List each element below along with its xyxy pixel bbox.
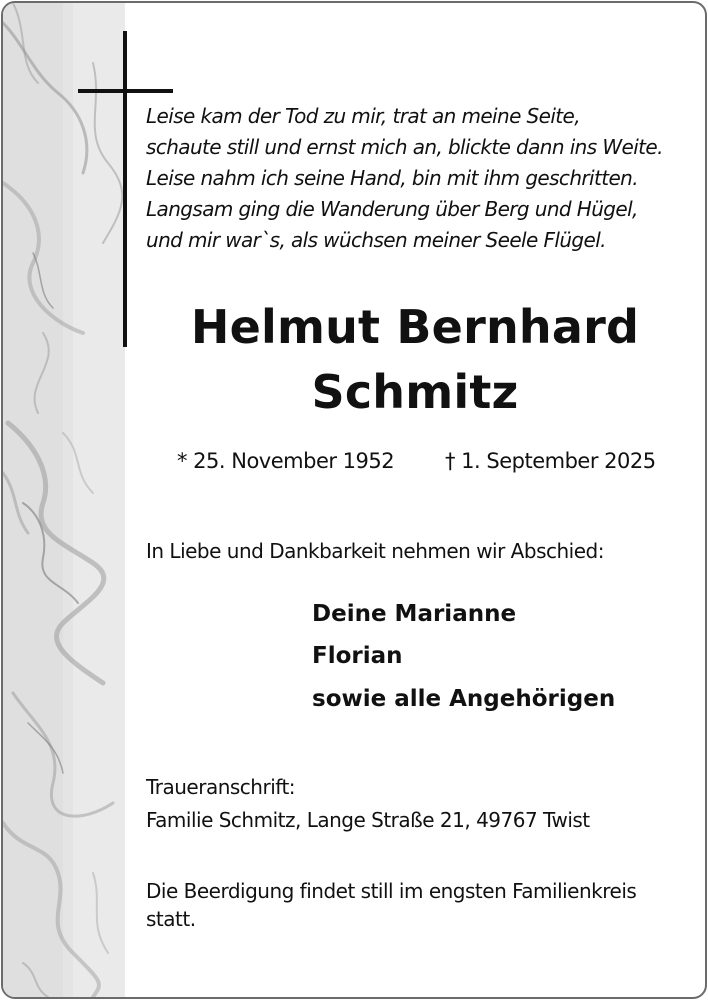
birth-date: * 25. November 1952 <box>177 449 395 473</box>
mourner-name: Deine Marianne <box>312 601 517 627</box>
deceased-name-line2: Schmitz <box>311 365 519 419</box>
address-value: Familie Schmitz, Lange Straße 21, 49767 Twist <box>146 808 590 832</box>
poem-line: Langsam ging die Wanderung über Berg und Hügel, <box>146 197 638 221</box>
address-label: Traueranschrift: <box>146 775 296 799</box>
poem-line: und mir war`s, als wüchsen meiner Seele Flügel. <box>146 228 606 252</box>
deceased-name-line1: Helmut Bernhard <box>190 300 640 354</box>
poem <box>146 101 663 256</box>
farewell-text: In Liebe und Dankbarkeit nehmen wir Abschied: <box>146 539 604 563</box>
mourner-name: sowie alle Angehörigen <box>312 686 616 712</box>
poem-line: schaute still und ernst mich an, blickte dann ins Weite. <box>146 135 663 159</box>
death-date: † 1. September 2025 <box>445 449 656 473</box>
mourning-address <box>146 771 590 837</box>
mourner-name: Florian <box>312 643 403 669</box>
burial-note: Die Beerdigung findet still im engsten Familienkreis statt. <box>146 879 637 931</box>
poem-line: Leise kam der Tod zu mir, trat an meine Seite, <box>146 104 581 128</box>
obituary-card <box>1 1 707 999</box>
poem-line: Leise nahm ich seine Hand, bin mit ihm geschritten. <box>146 166 639 190</box>
